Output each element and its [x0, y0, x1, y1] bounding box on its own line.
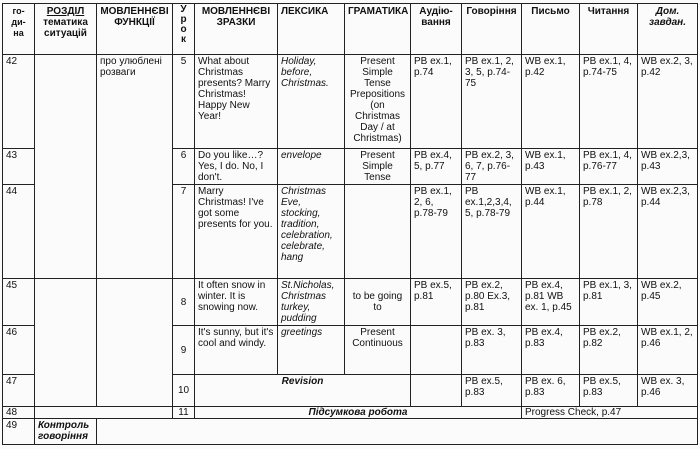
header-lesson-char: р [180, 14, 187, 25]
listening-cell: PB ex.4, 5, p.77 [411, 149, 462, 185]
header-writing: Письмо [522, 4, 580, 55]
homework-cell: WB ex.2, p.45 [638, 279, 698, 326]
header-hours: го- ди- на [3, 4, 35, 55]
header-homework: Дом. завдан. [638, 4, 698, 55]
sample-cell: What about Christmas presents? Marry Christmas! Happy New Year! [195, 55, 278, 149]
header-section [35, 4, 97, 55]
reading-cell: PB ex.1, 3, p.81 [580, 279, 638, 326]
hour-cell: 43 [3, 149, 35, 185]
lexis-cell: greetings [278, 326, 345, 375]
header-lesson-char: к [180, 34, 186, 45]
lesson-plan-table [2, 3, 698, 445]
lesson-cell: 7 [173, 185, 195, 279]
homework-cell: WB ex.2,3, p.44 [638, 185, 698, 279]
hour-cell: 42 [3, 55, 35, 149]
speaking-cell: PB ex.1, 2, 3, 5, p.74-75 [462, 55, 522, 149]
listening-cell [411, 375, 462, 407]
sample-cell: It's sunny, but it's cool and windy. [195, 326, 278, 375]
sample-cell: Marry Christmas! I've got some presents for you. [195, 185, 278, 279]
header-lesson-char: У [180, 4, 187, 15]
lexis-cell: Holiday, before, Christmas. [278, 55, 345, 149]
reading-cell: PB ex.1, 4, p.76-77 [580, 149, 638, 185]
header-reading: Читання [580, 4, 638, 55]
reading-cell: PB ex.2, p.82 [580, 326, 638, 375]
speaking-cell: PB ex.5, p.83 [462, 375, 522, 407]
lesson-cell: 9 [173, 326, 195, 375]
lexis-cell: St.Nicholas, Christmas turkey, pudding [278, 279, 345, 326]
hour-cell: 46 [3, 326, 35, 375]
hour-cell: 45 [3, 279, 35, 326]
control-section-cell: Контроль говоріння [35, 419, 97, 445]
header-functions: МОВЛЕННЄВІ ФУНКЦІЇ [97, 4, 173, 55]
header-lesson [173, 4, 195, 55]
table-row [3, 279, 698, 326]
table-row [3, 407, 698, 419]
listening-cell: PB ex.1, 2, 6, p.78-79 [411, 185, 462, 279]
homework-cell: WB ex.1, 2, p.46 [638, 326, 698, 375]
lesson-cell: 11 [173, 407, 195, 419]
header-lexis: ЛЕКСИКА [278, 4, 345, 55]
grammar-cell [345, 185, 411, 279]
listening-cell [411, 326, 462, 375]
progress-check-cell: Progress Check, p.47 [522, 407, 698, 419]
lesson-cell: 5 [173, 55, 195, 149]
lexis-cell: envelope [278, 149, 345, 185]
speaking-cell: PB ex. 3, p.83 [462, 326, 522, 375]
revision-cell: Revision [195, 375, 411, 407]
grammar-cell: to be going to [345, 279, 411, 326]
lesson-cell: 8 [173, 279, 195, 326]
listening-cell: PB ex.1, p.74 [411, 55, 462, 149]
hour-cell: 48 [3, 407, 35, 419]
writing-cell: PB ex.4, p.81 WB ex. 1, p.45 [522, 279, 580, 326]
table-row [3, 55, 698, 149]
reading-cell: PB ex.1, 2, p.78 [580, 185, 638, 279]
header-listening: Аудію-вання [411, 4, 462, 55]
lesson-cell: 10 [173, 375, 195, 407]
grammar-cell: Present Simple Tense [345, 149, 411, 185]
speaking-cell: PB ex.2, 3, 6, 7, p.76-77 [462, 149, 522, 185]
hour-cell: 47 [3, 375, 35, 407]
reading-cell: PB ex.1, 4, p.74-75 [580, 55, 638, 149]
writing-cell: PB ex.4, p.83 [522, 326, 580, 375]
writing-cell: WB ex.1, p.44 [522, 185, 580, 279]
header-row [3, 4, 698, 55]
homework-cell: WB ex. 3, p.46 [638, 375, 698, 407]
header-section-subtitle: тематика ситуацій [43, 17, 88, 39]
writing-cell: PB ex. 6, p.83 [522, 375, 580, 407]
reading-cell: PB ex.5, p.83 [580, 375, 638, 407]
sample-cell: Do you like…? Yes, I do. No, I don't. [195, 149, 278, 185]
function-cell: про улюблені розваги [97, 55, 173, 279]
writing-cell: WB ex.1, p.42 [522, 55, 580, 149]
hour-cell: 49 [3, 419, 35, 445]
lesson-cell: 6 [173, 149, 195, 185]
sample-cell: It often snow in winter. It is snowing now. [195, 279, 278, 326]
header-speaking: Говоріння [462, 4, 522, 55]
speaking-cell: PB ex.1,2,3,4, 5, p.78-79 [462, 185, 522, 279]
header-lesson-char: о [180, 24, 187, 35]
grammar-cell: Present Continuous [345, 326, 411, 375]
section-cell [35, 55, 97, 279]
homework-cell: WB ex.2,3, p.43 [638, 149, 698, 185]
grammar-cell: Present Simple Tense Prepositions (on Christmas Day / at Christmas) [345, 55, 411, 149]
table-row [3, 419, 698, 445]
blank-cell [97, 419, 698, 445]
lexis-cell: Christmas Eve, stocking, tradition, celebration, celebrate, hang [278, 185, 345, 279]
hour-cell: 44 [3, 185, 35, 279]
section-cell [35, 279, 97, 407]
listening-cell: PB ex.5, p.81 [411, 279, 462, 326]
blank-cell [35, 407, 173, 419]
header-grammar: ГРАМАТИКА [345, 4, 411, 55]
header-section-title: РОЗДІЛ [46, 6, 85, 17]
speaking-cell: PB ex.2, p.80 Ex.3, p.81 [462, 279, 522, 326]
writing-cell: WB ex.1, p.43 [522, 149, 580, 185]
homework-cell: WB ex.2, 3, p.42 [638, 55, 698, 149]
final-test-cell: Підсумкова робота [195, 407, 522, 419]
function-cell [97, 279, 173, 407]
header-samples: МОВЛЕННЄВІ ЗРАЗКИ [195, 4, 278, 55]
